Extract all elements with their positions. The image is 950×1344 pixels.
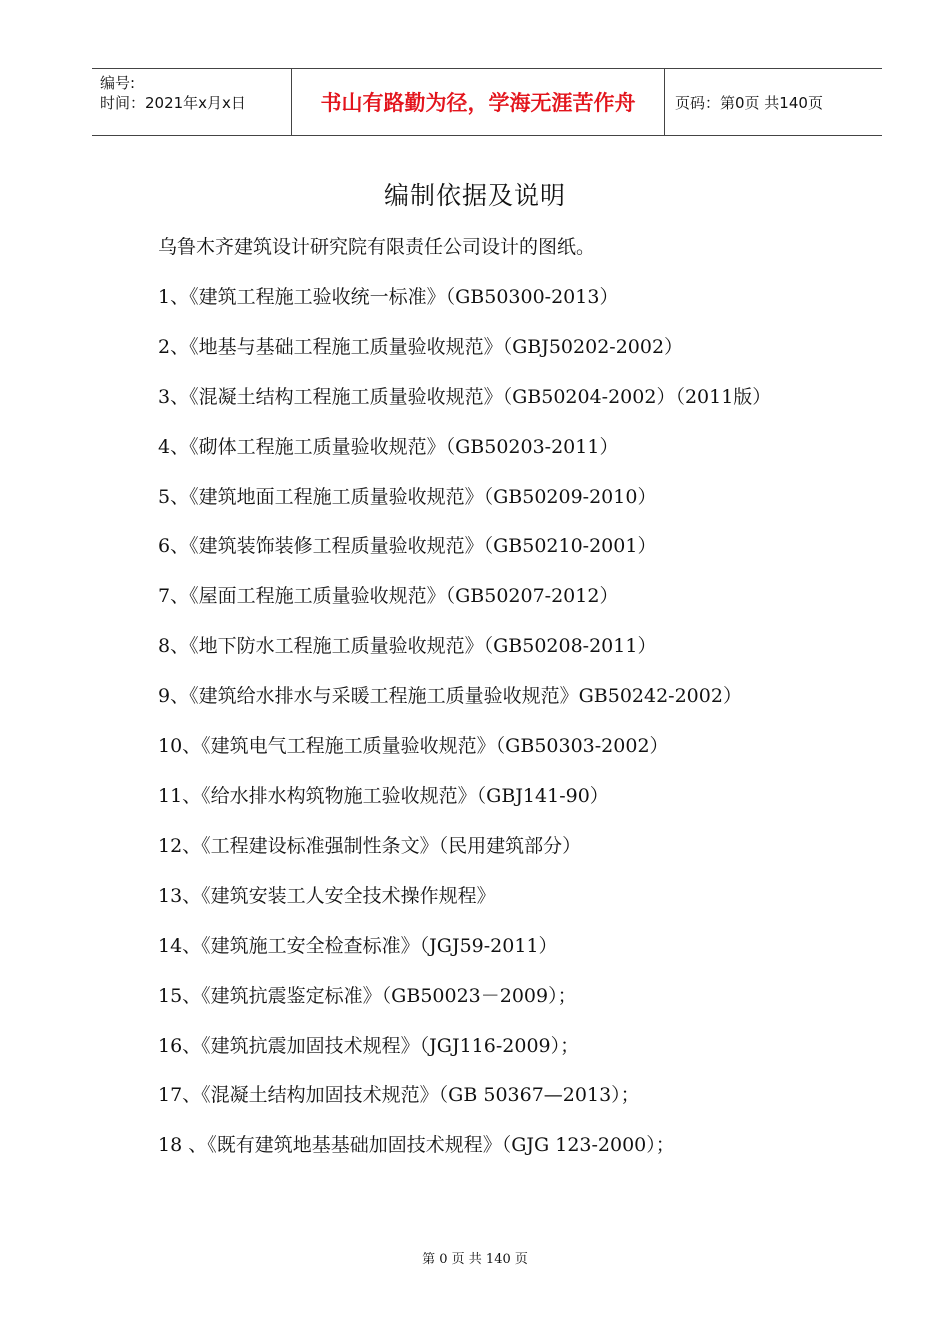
- list-item: 5、《建筑地面工程施工质量验收规范》（GB50209-2010）: [158, 485, 657, 508]
- document-title: 编制依据及说明: [383, 181, 566, 210]
- page-footer: 第 0 页 共 140 页: [422, 1252, 528, 1267]
- list-item: 17、《混凝土结构加固技术规范》（GB 50367—2013）；: [158, 1084, 640, 1107]
- list-item: 7、《屋面工程施工质量验收规范》（GB50207-2012）: [158, 585, 619, 608]
- page-header: [92, 68, 882, 136]
- list-item: 6、《建筑装饰装修工程质量验收规范》（GB50210-2001）: [158, 535, 657, 558]
- list-item: 13、《建筑安装工人安全技术操作规程》: [158, 884, 496, 907]
- list-item: 18 、《既有建筑地基基础加固技术规程》（GJG 123-2000）；: [158, 1134, 675, 1157]
- list-item: 16、《建筑抗震加固技术规程》（JGJ116-2009）；: [158, 1034, 580, 1057]
- intro-paragraph: 乌鲁木齐建筑设计研究院有限责任公司设计的图纸。: [158, 236, 596, 258]
- list-item: 1、《建筑工程施工验收统一标准》（GB50300-2013）: [158, 285, 619, 308]
- document-body: [114, 223, 866, 1171]
- list-item: 2、《地基与基础工程施工质量验收规范》（GBJ50202-2002）: [158, 335, 684, 358]
- document-number-label: 编号:: [100, 74, 136, 92]
- list-item: 8、《地下防水工程施工质量验收规范》（GB50208-2011）: [158, 635, 657, 658]
- document-time: 时间：2021年x月x日: [100, 94, 246, 112]
- list-item: 4、《砌体工程施工质量验收规范》（GB50203-2011）: [158, 435, 619, 458]
- list-item: 11、《给水排水构筑物施工验收规范》（GBJ141-90）: [158, 784, 609, 807]
- header-motto: 书山有路勤为径，学海无涯苦作舟: [292, 69, 665, 135]
- header-meta: [92, 69, 292, 135]
- list-item: 12、《工程建设标准强制性条文》（民用建筑部分）: [158, 834, 582, 857]
- list-item: 10、《建筑电气工程施工质量验收规范》（GB50303-2002）: [158, 735, 669, 758]
- list-item: 14、《建筑施工安全检查标准》（JGJ59-2011）: [158, 934, 558, 957]
- list-item: 15、《建筑抗震鉴定标准》（GB50023－2009）；: [158, 984, 577, 1007]
- list-item: 3、《混凝土结构工程施工质量验收规范》（GB50204-2002）（2011版）: [158, 385, 772, 408]
- list-item: 9、《建筑给水排水与采暖工程施工质量验收规范》GB50242-2002）: [158, 685, 742, 708]
- header-page-code: 页码：第0页 共140页: [675, 93, 823, 112]
